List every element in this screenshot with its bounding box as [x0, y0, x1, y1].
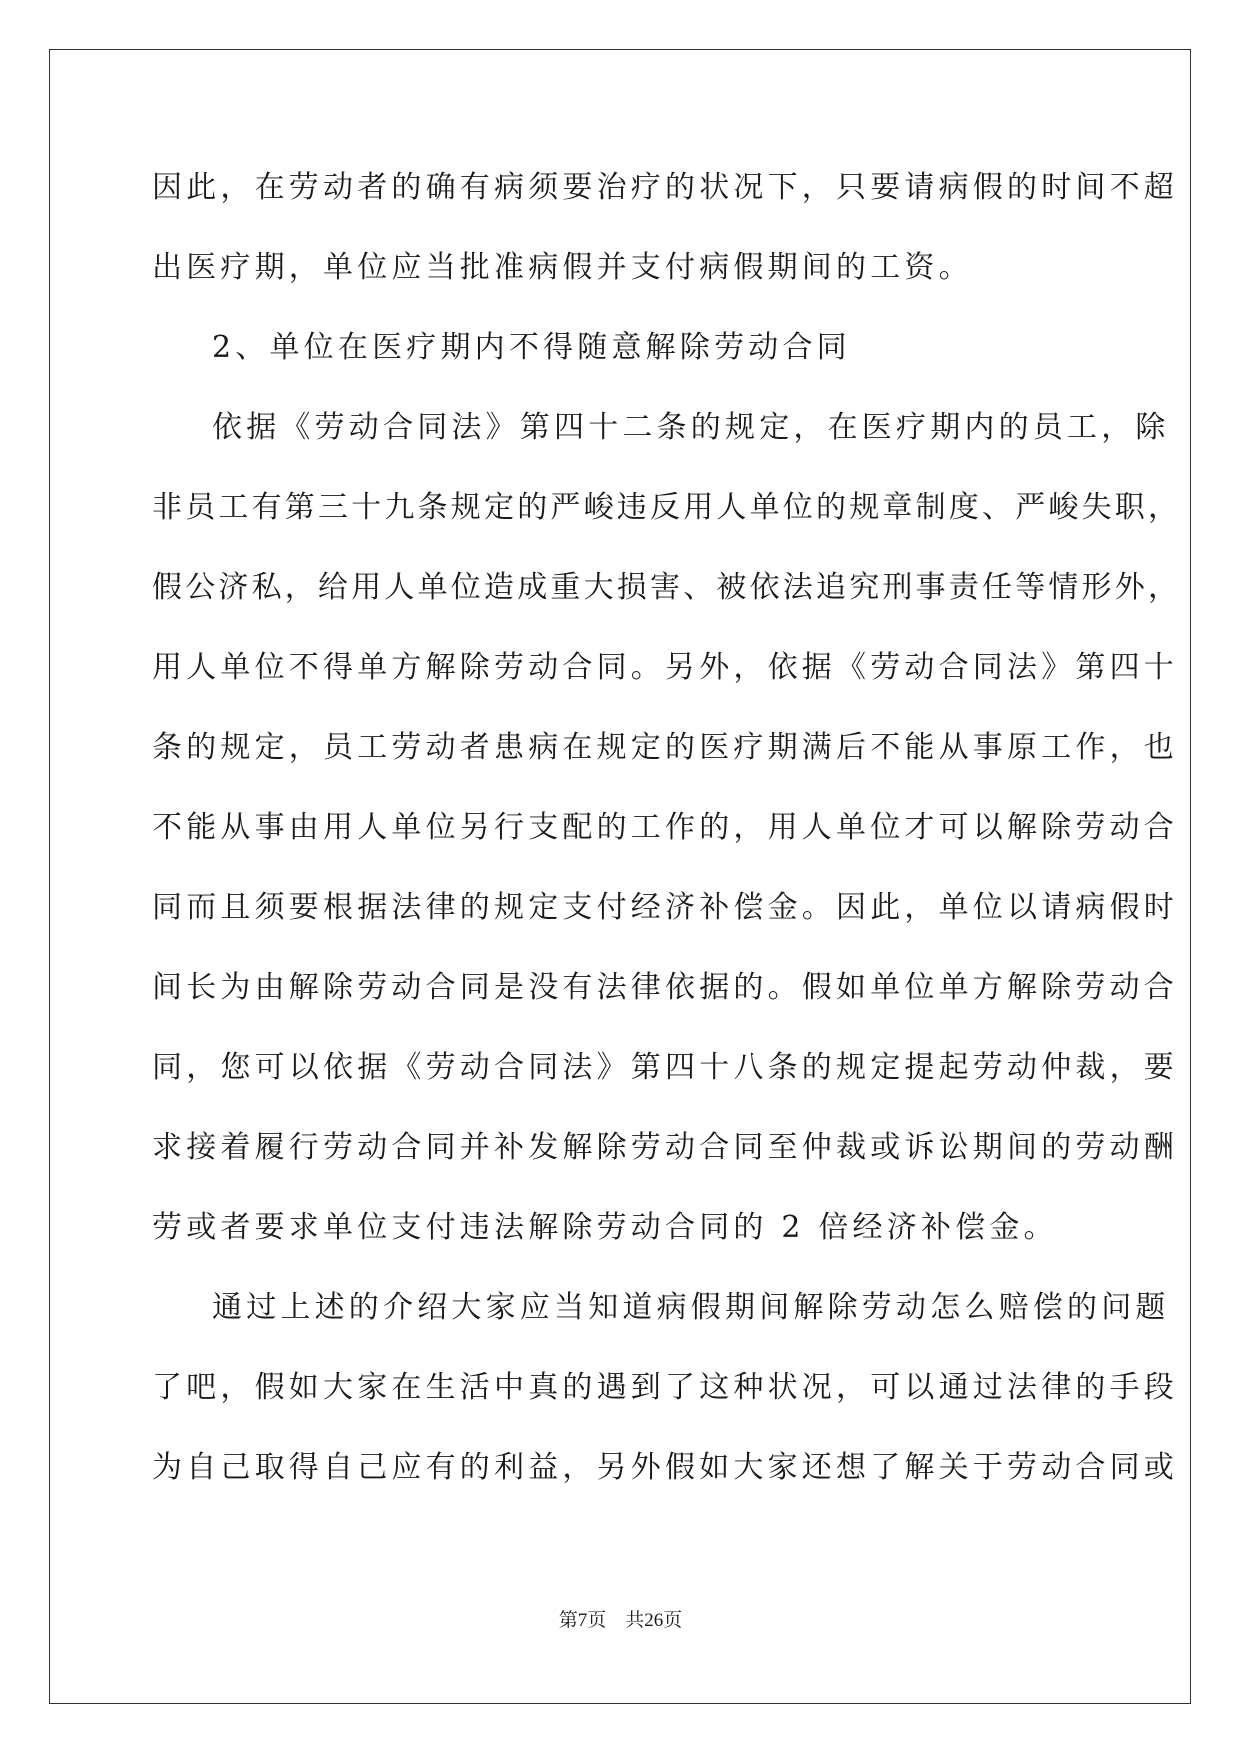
document-body [152, 160, 1182, 1520]
body-line: 同而且须要根据法律的规定支付经济补偿金。因此，单位以请病假时 [152, 890, 1178, 925]
page-current: 7 [577, 1610, 588, 1631]
body-line: 了吧，假如大家在生活中真的遇到了这种状况，可以通过法律的手段 [152, 1370, 1178, 1405]
body-line: 假公济私，给用人单位造成重大损害、被依法追究刑事责任等情形外， [152, 570, 1182, 605]
body-line: 不能从事由用人单位另行支配的工作的，用人单位才可以解除劳动合 [152, 810, 1178, 845]
body-line: 用人单位不得单方解除劳动合同。另外，依据《劳动合同法》第四十 [152, 650, 1178, 685]
page-total: 26 [644, 1610, 664, 1631]
body-line: 出医疗期，单位应当批准病假并支付病假期间的工资。 [152, 250, 973, 285]
page-mid: 页 共 [587, 1609, 645, 1631]
section-heading: 2、单位在医疗期内不得随意解除劳动合同 [212, 330, 851, 365]
body-line: 条的规定，员工劳动者患病在规定的医疗期满后不能从事原工作，也 [152, 730, 1178, 765]
page-suffix: 页 [663, 1609, 683, 1631]
body-line: 同，您可以依据《劳动合同法》第四十八条的规定提起劳动仲裁，要 [152, 1050, 1178, 1085]
page-footer [0, 1607, 1241, 1634]
body-line: 非员工有第三十九条规定的严峻违反用人单位的规章制度、严峻失职， [152, 490, 1182, 525]
page-prefix: 第 [558, 1609, 578, 1631]
body-line: 劳或者要求单位支付违法解除劳动合同的 2 倍经济补偿金。 [152, 1210, 1058, 1245]
body-line: 通过上述的介绍大家应当知道病假期间解除劳动怎么赔偿的问题 [212, 1290, 1170, 1325]
body-line: 间长为由解除劳动合同是没有法律依据的。假如单位单方解除劳动合 [152, 970, 1178, 1005]
body-line: 求接着履行劳动合同并补发解除劳动合同至仲裁或诉讼期间的劳动酬 [152, 1130, 1178, 1165]
body-line: 因此，在劳动者的确有病须要治疗的状况下，只要请病假的时间不超 [152, 170, 1178, 205]
body-line: 为自己取得自己应有的利益，另外假如大家还想了解关于劳动合同或 [152, 1450, 1178, 1485]
body-line: 依据《劳动合同法》第四十二条的规定，在医疗期内的员工，除 [212, 410, 1170, 445]
